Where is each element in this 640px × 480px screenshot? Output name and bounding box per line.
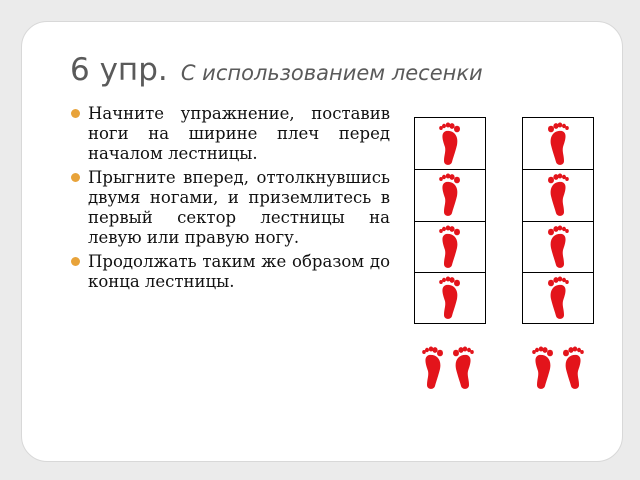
left-foot-icon — [437, 121, 463, 167]
bullet-list — [70, 104, 390, 296]
bullet-item — [70, 104, 390, 164]
bullet-icon — [71, 109, 80, 118]
bullet-item — [70, 252, 390, 292]
left-foot-icon — [420, 345, 446, 391]
starting-feet — [528, 343, 588, 393]
ladder-rung — [415, 169, 485, 170]
right-foot-icon — [450, 345, 476, 391]
ladder-rung — [523, 272, 593, 273]
right-foot-icon — [560, 345, 586, 391]
bullet-icon — [71, 173, 80, 182]
title-number: 6 упр. — [70, 52, 168, 88]
ladder-rung — [415, 272, 485, 273]
left-foot-icon — [437, 275, 463, 321]
starting-feet — [418, 343, 478, 393]
ladder-rung — [523, 221, 593, 222]
slide-title — [70, 52, 483, 88]
ladder — [414, 117, 486, 324]
right-foot-icon — [545, 172, 571, 218]
left-foot-icon — [437, 172, 463, 218]
left-foot-icon — [437, 224, 463, 270]
right-foot-icon — [545, 121, 571, 167]
ladder-rung — [523, 169, 593, 170]
bullet-icon — [71, 257, 80, 266]
bullet-text: Продолжать таким же образом до конца лестницы. — [88, 252, 390, 291]
ladder — [522, 117, 594, 324]
bullet-item — [70, 168, 390, 248]
bullet-text: Начните упражнение, поставив ноги на ширине плеч перед началом лестницы. — [88, 104, 390, 163]
ladder-rung — [415, 221, 485, 222]
right-foot-icon — [545, 224, 571, 270]
right-foot-icon — [545, 275, 571, 321]
title-subtitle: С использованием лесенки — [180, 61, 483, 85]
bullet-text: Прыгните вперед, оттолкнувшись двумя ногами, и приземлитесь в первый сектор лестницы на левую или правую ногу. — [88, 168, 390, 247]
left-foot-icon — [530, 345, 556, 391]
